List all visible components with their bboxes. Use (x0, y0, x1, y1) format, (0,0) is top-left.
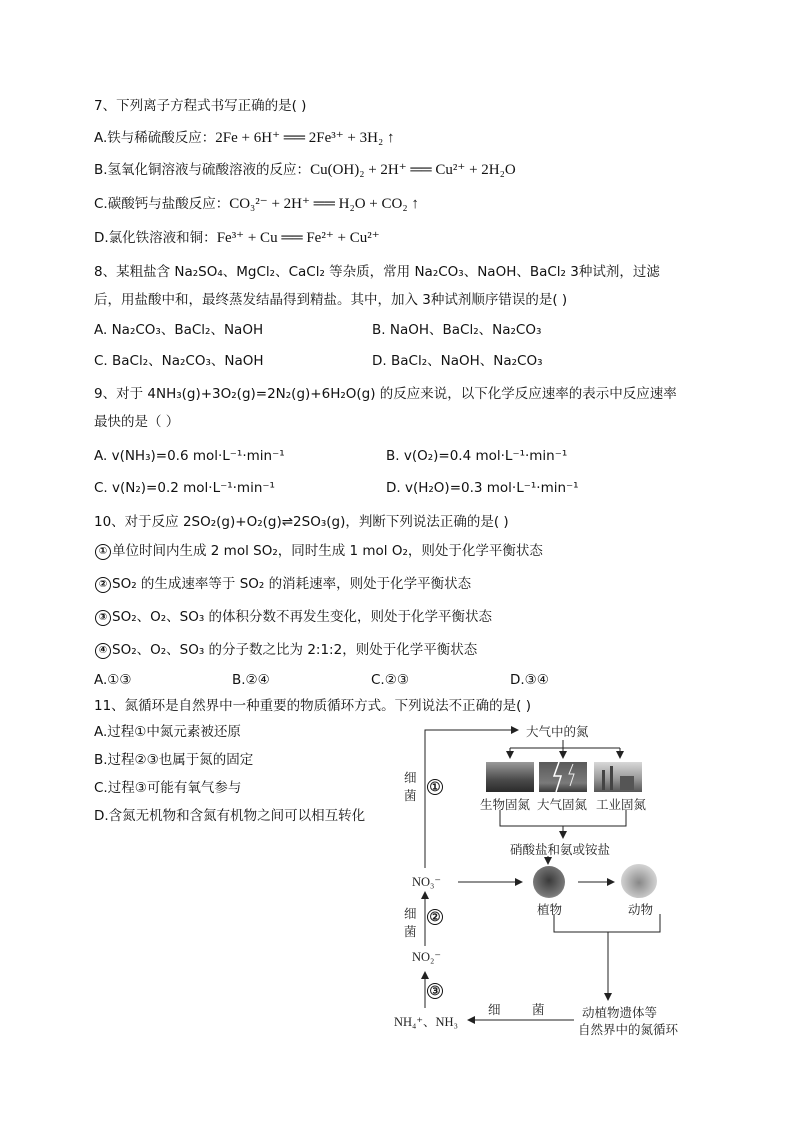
process-3-marker: ③ (427, 983, 443, 999)
circled-three: ③ (95, 610, 111, 626)
q9-option-b: B. v(O₂)=0.4 mol·L⁻¹·min⁻¹ (386, 448, 568, 464)
industry-photo (594, 762, 642, 792)
plant-label: 植物 (537, 903, 563, 917)
bio-fixation-photo (486, 762, 534, 792)
process-1-marker: ① (427, 779, 443, 795)
remains-label: 动植物遗体等 (582, 1006, 658, 1020)
animal-photo (621, 864, 657, 898)
q10-option-b: B.②④ (232, 672, 270, 688)
bacteria-label-1a: 细 (404, 771, 417, 785)
q7-c-equation: CO₃²⁻ + 2H⁺ ══ H₂O + CO₂ ↑ (229, 196, 419, 212)
ind-fixation-label: 工业固氮 (596, 798, 647, 812)
q7-option-d (94, 228, 380, 248)
q10-statement-4 (94, 640, 477, 660)
q10-s2-text: SO₂ 的生成速率等于 SO₂ 的消耗速率，则处于化学平衡状态 (112, 576, 472, 592)
q10-statement-3 (94, 607, 492, 627)
q11-stem: 11、氮循环是自然界中一种重要的物质循环方式。下列说法不正确的是( ) (94, 698, 532, 714)
q9-stem-line1: 9、对于 4NH₃(g)+3O₂(g)=2N₂(g)+6H₂O(g) 的反应来说，以下化学反应速率的表示中反应速率 (94, 386, 677, 402)
salts-label: 硝酸盐和氨或铵盐 (510, 843, 611, 857)
circled-four: ④ (95, 643, 111, 659)
q11-option-d: D.含氮无机物和含氮有机物之间可以相互转化 (94, 808, 366, 824)
q8-option-c: C. BaCl₂、Na₂CO₃、NaOH (94, 353, 264, 369)
ammonium-label: NH₄⁺、NH₃ (394, 1015, 458, 1029)
bacteria-label-h2: 菌 (532, 1003, 545, 1017)
q10-s4-text: SO₂、O₂、SO₃ 的分子数之比为 2:1:2，则处于化学平衡状态 (112, 642, 478, 658)
q7-b-equation: Cu(OH)₂ + 2H⁺ ══ Cu²⁺ + 2H₂O (310, 162, 516, 178)
q7-a-label: A.铁与稀硫酸反应： (94, 130, 216, 146)
q9-option-a: A. v(NH₃)=0.6 mol·L⁻¹·min⁻¹ (94, 448, 285, 464)
process-2-marker: ② (427, 909, 443, 925)
q8-option-a: A. Na₂CO₃、BaCl₂、NaOH (94, 322, 264, 338)
animal-label: 动物 (628, 903, 654, 917)
q11-option-c: C.过程③可能有氧气参与 (94, 780, 242, 796)
q9-option-c: C. v(N₂)=0.2 mol·L⁻¹·min⁻¹ (94, 480, 275, 496)
q10-statement-2 (94, 574, 471, 594)
q7-b-label: B.氢氧化铜溶液与硫酸溶液的反应： (94, 162, 311, 178)
factory-icon (594, 762, 642, 792)
bio-fixation-label: 生物固氮 (480, 798, 531, 812)
q7-stem: 7、下列离子方程式书写正确的是( ) (94, 98, 307, 114)
circled-two: ② (95, 577, 111, 593)
q10-stem: 10、对于反应 2SO₂(g)+O₂(g)⇌2SO₃(g)，判断下列说法正确的是( ) (94, 514, 509, 530)
q10-s3-text: SO₂、O₂、SO₃ 的体积分数不再发生变化，则处于化学平衡状态 (112, 609, 493, 625)
bacteria-label-2b: 菌 (404, 925, 417, 939)
q7-option-a (94, 128, 394, 148)
q7-a-equation: 2Fe + 6H⁺ ══ 2Fe³⁺ + 3H₂ ↑ (215, 130, 395, 146)
q7-c-label: C.碳酸钙与盐酸反应： (94, 196, 230, 212)
q10-option-c: C.②③ (371, 672, 409, 688)
q8-stem-line1: 8、某粗盐含 Na₂SO₄、MgCl₂、CaCl₂ 等杂质，常用 Na₂CO₃、NaOH、BaCl₂ 3种试剂，过滤 (94, 264, 660, 280)
atmosphere-nitrogen-label: 大气中的氮 (526, 725, 589, 739)
cycle-caption: 自然界中的氮循环 (578, 1023, 679, 1037)
circled-one: ① (95, 544, 111, 560)
q9-stem-line2: 最快的是（ ） (94, 414, 180, 430)
q9-option-d: D. v(H₂O)=0.3 mol·L⁻¹·min⁻¹ (386, 480, 579, 496)
q10-statement-1 (94, 541, 543, 561)
q11-option-a: A.过程①中氮元素被还原 (94, 724, 241, 740)
lightning-photo (539, 762, 587, 792)
q8-option-d: D. BaCl₂、NaOH、Na₂CO₃ (372, 353, 543, 369)
q11-option-b: B.过程②③也属于氮的固定 (94, 752, 254, 768)
q7-d-equation: Fe³⁺ + Cu ══ Fe²⁺ + Cu²⁺ (216, 230, 380, 246)
q8-option-b: B. NaOH、BaCl₂、Na₂CO₃ (372, 322, 542, 338)
q7-option-b (94, 160, 516, 180)
nitrate-label: NO₃⁻ (412, 875, 442, 889)
plant-photo (533, 866, 565, 898)
bacteria-label-2a: 细 (404, 907, 417, 921)
lightning-icon (539, 762, 587, 792)
q10-option-a: A.①③ (94, 672, 132, 688)
q8-stem-line2: 后，用盐酸中和，最终蒸发结晶得到精盐。其中，加入 3种试剂顺序错误的是( ) (94, 292, 568, 308)
q10-s1-text: 单位时间内生成 2 mol SO₂，同时生成 1 mol O₂，则处于化学平衡状态 (112, 543, 543, 559)
q7-d-label: D.氯化铁溶液和铜： (94, 230, 217, 246)
nitrite-label: NO₂⁻ (412, 950, 442, 964)
q7-option-c (94, 194, 419, 214)
atm-fixation-label: 大气固氮 (537, 798, 588, 812)
bacteria-label-1b: 菌 (404, 789, 417, 803)
bacteria-label-h1: 细 (488, 1003, 501, 1017)
q10-option-d: D.③④ (510, 672, 549, 688)
